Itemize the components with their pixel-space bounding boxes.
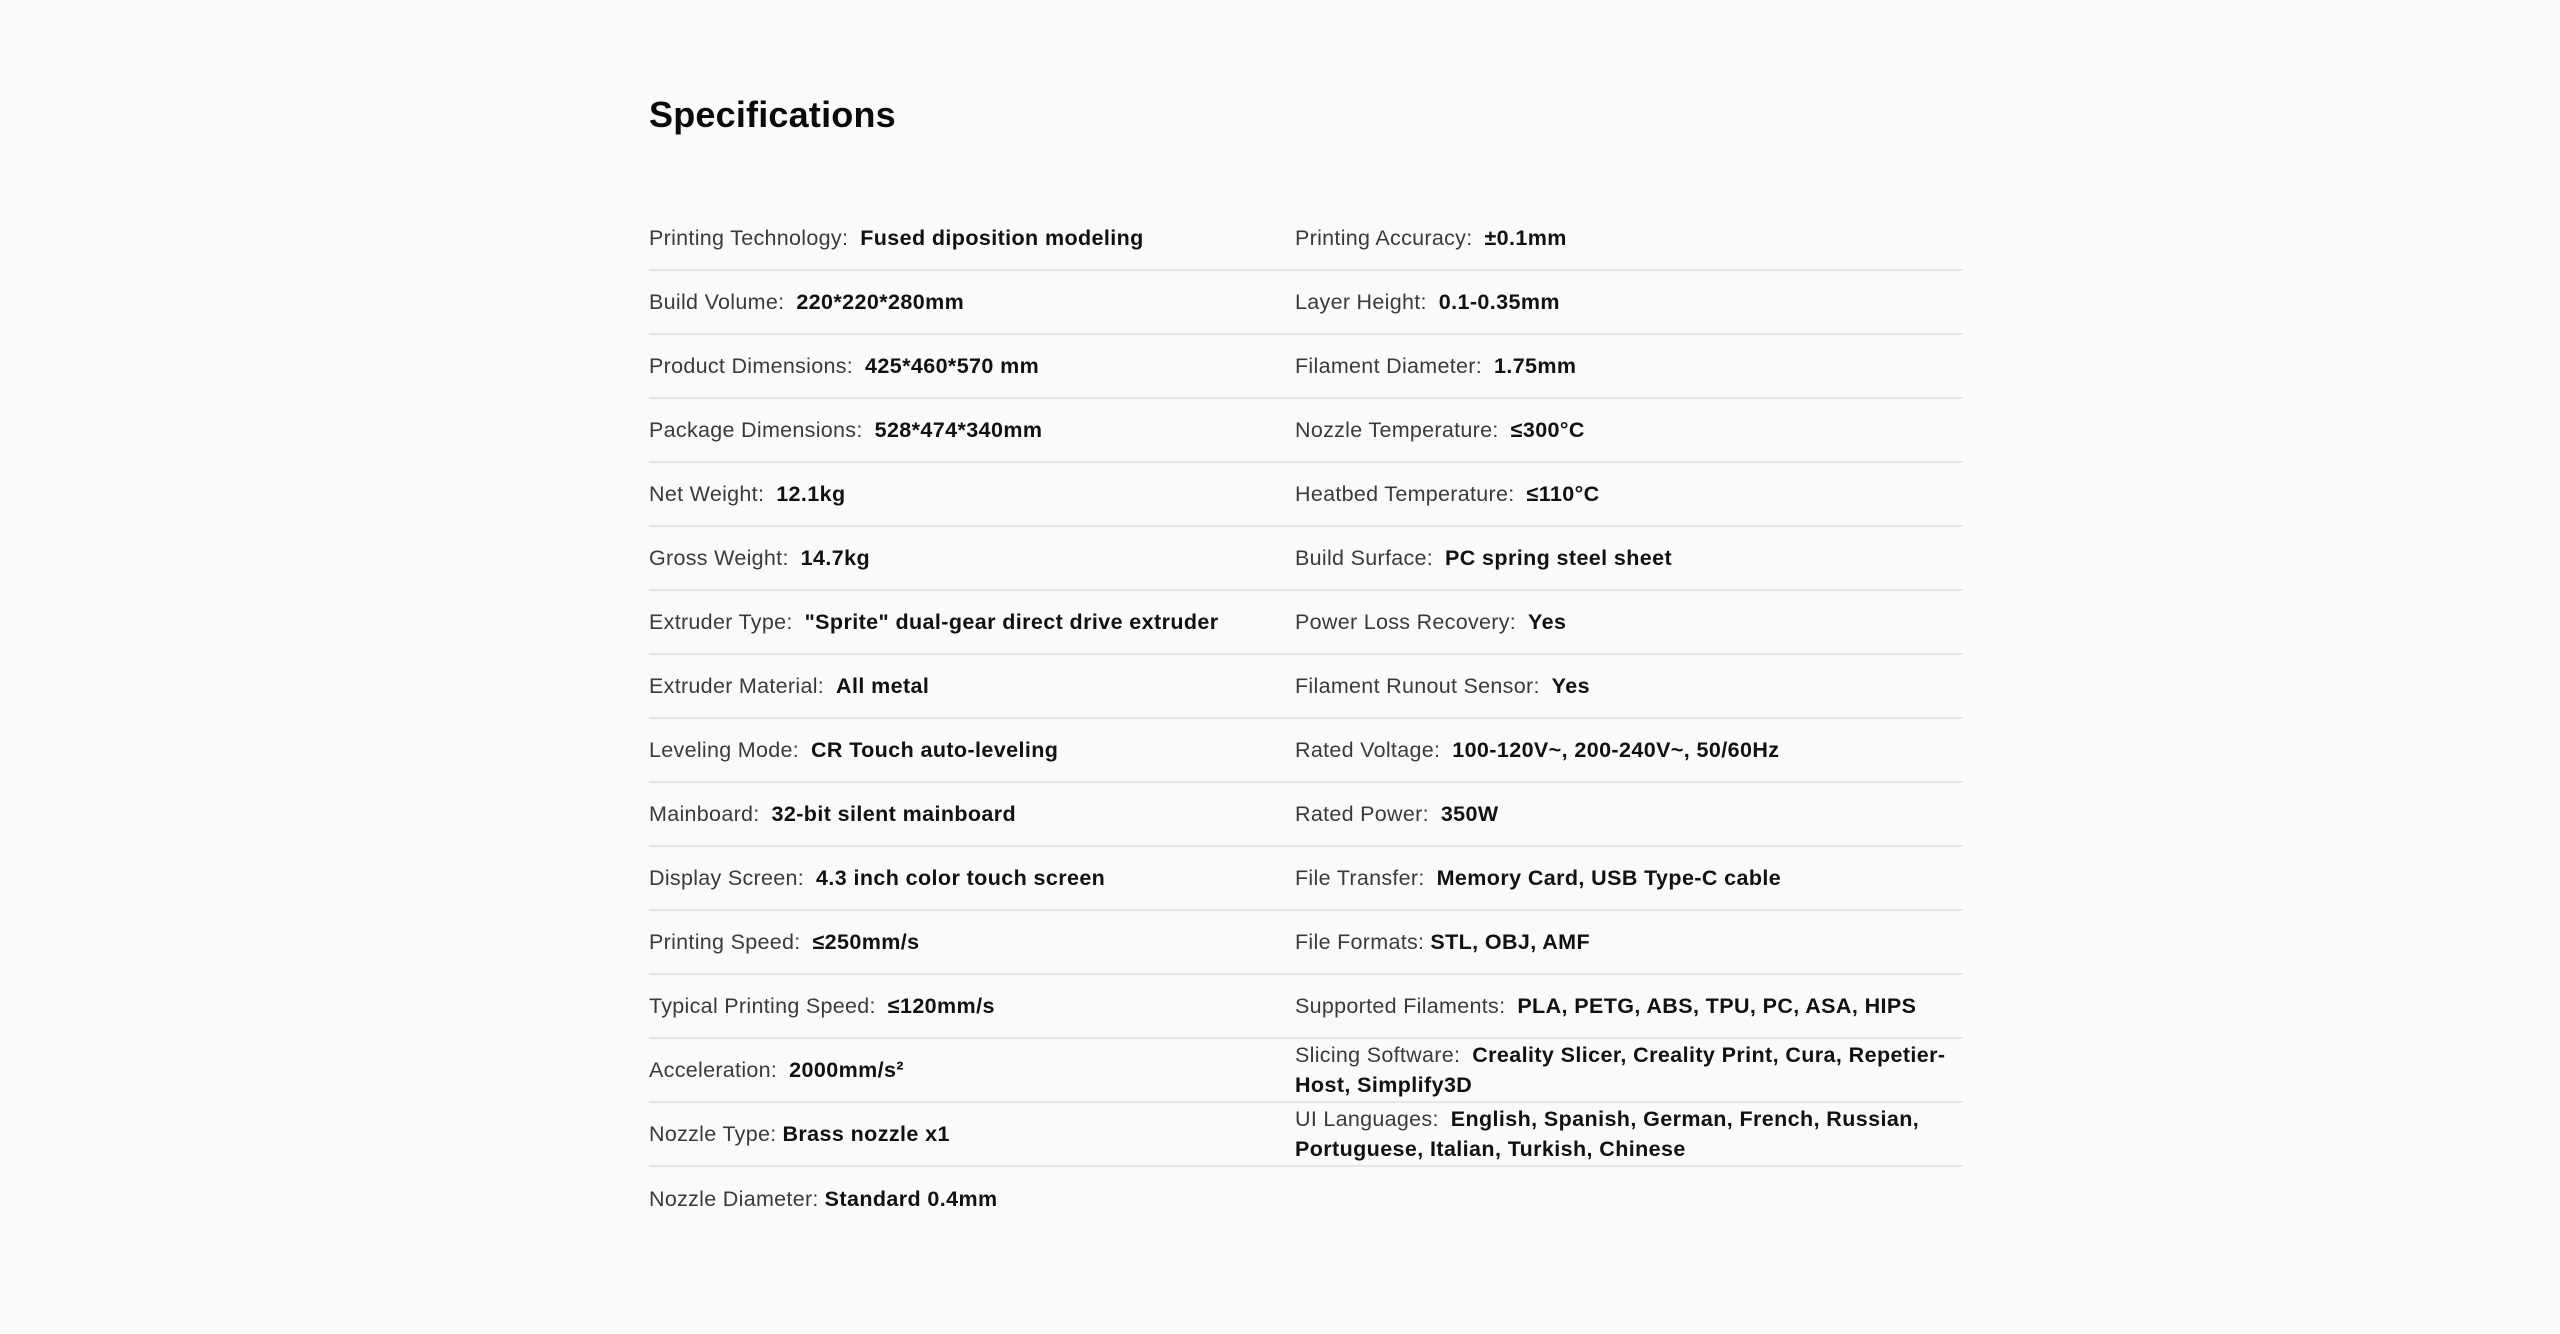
spec-value: 4.3 inch color touch screen — [816, 866, 1106, 890]
spec-value: 0.1-0.35mm — [1438, 290, 1560, 314]
spec-table — [649, 207, 1963, 1231]
spec-value: Yes — [1528, 610, 1567, 634]
spec-label: Power Loss Recovery: — [1295, 610, 1517, 634]
spec-value: Memory Card, USB Type-C cable — [1436, 866, 1782, 890]
spec-value: ≤250mm/s — [812, 930, 920, 954]
spec-value: 12.1kg — [776, 482, 846, 506]
spec-column-right — [1295, 207, 1963, 1231]
spec-value: Yes — [1551, 674, 1590, 698]
spec-value: STL, OBJ, AMF — [1430, 930, 1591, 954]
spec-value: 2000mm/s² — [789, 1058, 904, 1082]
spec-row — [649, 271, 1295, 335]
spec-row — [649, 911, 1295, 975]
spec-row — [649, 719, 1295, 783]
spec-value: English, Spanish, German, French, Russian, Portuguese, Italian, Turkish, Chinese — [1295, 1107, 1920, 1161]
spec-value: ≤120mm/s — [887, 994, 995, 1018]
spec-value: 1.75mm — [1493, 354, 1577, 378]
spec-value: 425*460*570 mm — [865, 354, 1040, 378]
spec-row — [649, 207, 1295, 271]
spec-label: Supported Filaments: — [1295, 994, 1506, 1018]
spec-row — [649, 1103, 1295, 1167]
spec-row — [649, 1039, 1295, 1103]
spec-label: Nozzle Diameter: — [649, 1187, 819, 1211]
spec-column-left — [649, 207, 1295, 1231]
spec-row — [1295, 975, 1963, 1039]
spec-row — [1295, 911, 1963, 975]
spec-row — [1295, 1039, 1963, 1103]
spec-label: Mainboard: — [649, 802, 760, 826]
spec-label: Typical Printing Speed: — [649, 994, 876, 1018]
spec-row — [1295, 271, 1963, 335]
page-title: Specifications — [649, 94, 896, 135]
spec-row — [649, 847, 1295, 911]
spec-row — [649, 463, 1295, 527]
spec-label: Acceleration: — [649, 1058, 778, 1082]
spec-value: ≤300°C — [1510, 418, 1585, 442]
spec-label: Build Volume: — [649, 290, 785, 314]
spec-row — [1295, 207, 1963, 271]
spec-label: File Transfer: — [1295, 866, 1425, 890]
spec-value: ±0.1mm — [1484, 226, 1567, 250]
spec-label: Rated Voltage: — [1295, 738, 1441, 762]
spec-value: All metal — [836, 674, 930, 698]
spec-value: 350W — [1440, 802, 1499, 826]
spec-value: 32-bit silent mainboard — [771, 802, 1017, 826]
spec-label: Heatbed Temperature: — [1295, 482, 1515, 506]
spec-label: Package Dimensions: — [649, 418, 863, 442]
spec-label: Build Surface: — [1295, 546, 1434, 570]
spec-label: Filament Diameter: — [1295, 354, 1483, 378]
spec-value: Creality Slicer, Creality Print, Cura, Repetier-Host, Simplify3D — [1295, 1043, 1946, 1097]
spec-label: Net Weight: — [649, 482, 765, 506]
spec-value: Standard 0.4mm — [824, 1187, 998, 1211]
spec-row — [1295, 527, 1963, 591]
spec-label: Printing Speed: — [649, 930, 801, 954]
spec-row — [1295, 335, 1963, 399]
spec-label: Nozzle Type: — [649, 1122, 777, 1146]
spec-label: Leveling Mode: — [649, 738, 800, 762]
spec-value: Fused diposition modeling — [860, 226, 1144, 250]
spec-label: Layer Height: — [1295, 290, 1427, 314]
spec-label: Nozzle Temperature: — [1295, 418, 1499, 442]
spec-row — [649, 1167, 1295, 1231]
spec-row — [649, 527, 1295, 591]
spec-label: Printing Technology: — [649, 226, 849, 250]
spec-value: ≤110°C — [1526, 482, 1600, 506]
spec-label: Extruder Type: — [649, 610, 793, 634]
spec-label: Extruder Material: — [649, 674, 825, 698]
spec-value: "Sprite" dual-gear direct drive extruder — [804, 610, 1219, 634]
spec-label: Printing Accuracy: — [1295, 226, 1473, 250]
spec-row — [1295, 847, 1963, 911]
spec-label: Slicing Software: — [1295, 1043, 1461, 1067]
spec-value: 528*474*340mm — [874, 418, 1043, 442]
spec-label: Rated Power: — [1295, 802, 1429, 826]
spec-row — [1295, 1103, 1963, 1167]
spec-label: Gross Weight: — [649, 546, 789, 570]
spec-row — [649, 783, 1295, 847]
spec-value: PLA, PETG, ABS, TPU, PC, ASA, HIPS — [1517, 994, 1917, 1018]
spec-label: Display Screen: — [649, 866, 805, 890]
spec-row — [1295, 719, 1963, 783]
spec-label: File Formats: — [1295, 930, 1425, 954]
spec-label: Filament Runout Sensor: — [1295, 674, 1540, 698]
spec-value: 14.7kg — [800, 546, 871, 570]
spec-value: PC spring steel sheet — [1445, 546, 1673, 570]
spec-row — [649, 399, 1295, 463]
spec-value: Brass nozzle x1 — [782, 1122, 950, 1146]
spec-row — [1295, 655, 1963, 719]
spec-label: UI Languages: — [1295, 1107, 1439, 1131]
spec-row — [1295, 463, 1963, 527]
spec-row — [649, 975, 1295, 1039]
spec-row — [1295, 783, 1963, 847]
spec-value: 100-120V~, 200-240V~, 50/60Hz — [1452, 738, 1780, 762]
spec-row — [1295, 399, 1963, 463]
spec-row — [649, 655, 1295, 719]
spec-label: Product Dimensions: — [649, 354, 854, 378]
spec-value: 220*220*280mm — [796, 290, 965, 314]
spec-row — [649, 591, 1295, 655]
spec-row — [649, 335, 1295, 399]
spec-value: CR Touch auto-leveling — [810, 738, 1059, 762]
spec-row — [1295, 591, 1963, 655]
